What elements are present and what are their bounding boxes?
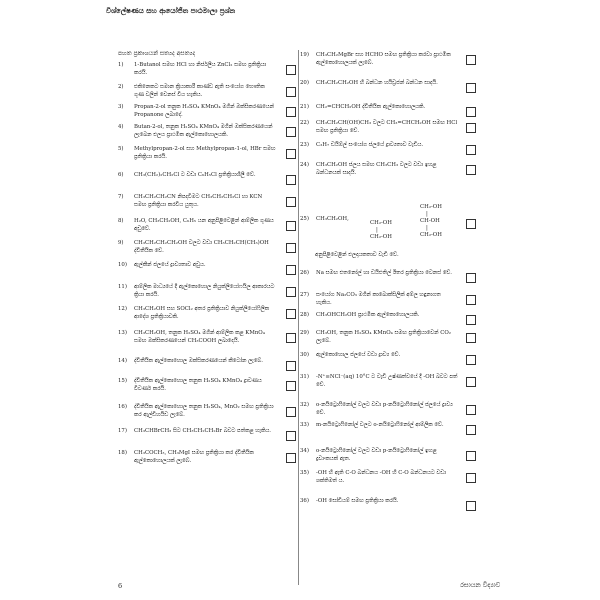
question-text: o-නයිට්‍රොෆීනෝල් වලට වඩා p-නයිට්‍රොෆීනෝල් ජලයේ ද්‍රාව්‍ය වේ. bbox=[316, 402, 453, 416]
q25-line4: CH-OH bbox=[420, 218, 440, 224]
answer-checkbox[interactable] bbox=[286, 87, 296, 97]
question-text: Propan-2-ol තනුක H₂SO₄ KMnO₄ මගින් ඔක්සිකරණයෙන් Propanone ලබාදේ. bbox=[134, 104, 275, 118]
question-number: 3) bbox=[118, 104, 124, 110]
q25-line1: CH₂-OH bbox=[370, 220, 392, 226]
question-number: 24) bbox=[300, 162, 309, 168]
question-text: o-නයිට්‍රොෆීනෝල් වලට වඩා p-නයිට්‍රොෆීනෝල් ඉහළ ද්‍රවාංකයක් ඇත. bbox=[316, 448, 437, 462]
question-number: 11) bbox=[118, 284, 127, 290]
question-number: 6) bbox=[118, 172, 124, 178]
question-number: 1) bbox=[118, 62, 124, 68]
answer-checkbox[interactable] bbox=[286, 149, 296, 159]
answer-checkbox[interactable] bbox=[466, 55, 476, 65]
question-text: m-නයිට්‍රොෆීනෝල් වලට o-නයිට්‍රොෆීනෝල් ආම්ලික වේ. bbox=[316, 422, 444, 428]
intro-text: පහත ප්‍රකාශයන් සත්‍යද අසත්‍යද bbox=[118, 50, 196, 57]
answer-checkbox[interactable] bbox=[286, 453, 296, 463]
answer-checkbox[interactable] bbox=[286, 287, 296, 297]
answer-checkbox[interactable] bbox=[466, 165, 476, 175]
answer-checkbox[interactable] bbox=[286, 265, 296, 275]
question-number: 15) bbox=[118, 378, 127, 384]
question-number: 19) bbox=[300, 52, 309, 58]
answer-checkbox[interactable] bbox=[466, 355, 476, 365]
answer-checkbox[interactable] bbox=[286, 431, 296, 441]
answer-checkbox[interactable] bbox=[466, 473, 476, 483]
q25-formula-ethanediol: CH₂-OH | CH₂-OH bbox=[370, 220, 392, 240]
answer-checkbox[interactable] bbox=[466, 377, 476, 387]
question-number: 30) bbox=[300, 352, 309, 358]
question-text: ද්විතීයික ඇල්කොහොල තනුක H₂SO₄, MnO₂ සමඟ ප්‍රතික්‍රියා කර ඇල්ඩිහයිඩ ලැබේ. bbox=[134, 404, 274, 418]
question-text: CH₃OHCH₂OH ප්‍රාථමික ඇල්කොහොලයකි. bbox=[316, 312, 420, 318]
question-number: 13) bbox=[118, 330, 127, 336]
answer-checkbox[interactable] bbox=[286, 65, 296, 75]
question-number: 29) bbox=[300, 330, 309, 336]
question-number: 4) bbox=[118, 124, 124, 130]
answer-checkbox[interactable] bbox=[466, 83, 476, 93]
question-number: 20) bbox=[300, 80, 309, 86]
question-text: CH₃CH₂CH₂CN නිපදවීමට CH₃CH₂CH₂Cl හා KCN සමඟ ප්‍රතික්‍රියා කරවිය යුතුය. bbox=[134, 194, 263, 208]
question-text: Methylpropan-2-ol සහ Methylpropan-1-ol, HBr සමඟ ප්‍රතික්‍රියා කරයි. bbox=[134, 146, 276, 160]
answer-checkbox[interactable] bbox=[286, 107, 296, 117]
answer-checkbox[interactable] bbox=[286, 333, 296, 343]
question-number: 18) bbox=[118, 450, 127, 456]
question-text: ආම්ලික මාධ්‍යයේ දී ඇල්කොහොල නියුක්ලියෝෆයිල ආකාරයට ක්‍රියා කරයි. bbox=[134, 284, 275, 298]
question-number: 22) bbox=[300, 120, 309, 126]
question-text: ඇල්කීන් ජලයේ ද්‍රාව්‍යතාව අඩුය. bbox=[134, 262, 206, 268]
question-text: H₂O, CH₃CH₂OH, C₆H₅ යන අනුපිළිවෙළින් ආම්ලික ගුණය අඩුවේ. bbox=[134, 218, 274, 232]
question-number: 8) bbox=[118, 218, 124, 224]
question-number: 26) bbox=[300, 270, 309, 276]
answer-checkbox[interactable] bbox=[466, 107, 476, 117]
q25-tail-text: අනුපිළිවෙළින් එලදායකතාව වැඩි වේ. bbox=[315, 252, 399, 258]
question-text: -OH හි ඇති C-O බන්ධනය -OH හි C-O බන්ධනයට වඩා ශක්තිමත් ය. bbox=[316, 470, 447, 484]
question-number: 5) bbox=[118, 146, 124, 152]
answer-checkbox[interactable] bbox=[286, 243, 296, 253]
question-number: 33) bbox=[300, 422, 309, 428]
question-text: එකිනෙකට සමාන ක්‍රියාකාරී කාණ්ඩ ඇති සංයෝග භෞතික ගුණ වලින් වෙනස් විය හැකිය. bbox=[134, 84, 265, 98]
q25-formula-glycerol: CH₂-OH | CH-OH | CH₂-OH bbox=[420, 204, 442, 238]
footer-subject: රසායන විද්‍යාව bbox=[460, 581, 501, 589]
answer-checkbox[interactable] bbox=[286, 175, 296, 185]
question-text: 1-Butanol සමඟ HCl හා නිර්ජලීය ZnCl₂ සමඟ ප්‍රතික්‍රියා කරයි. bbox=[134, 62, 267, 76]
answer-checkbox[interactable] bbox=[286, 381, 296, 391]
question-number: 16) bbox=[118, 404, 127, 410]
q25-line3: CH₂-OH bbox=[420, 204, 442, 210]
question-text: -OH සෝඩියම් සමඟ ප්‍රතික්‍රියා කරයි. bbox=[316, 498, 399, 504]
question-text: CH₃(CH₂)₂CH₂Cl ට වඩා C₆H₅Cl ප්‍රතික්‍රියාශීලී වේ. bbox=[134, 172, 256, 178]
answer-checkbox[interactable] bbox=[286, 361, 296, 371]
question-text: CH₃CH₂OH සහ SOCl₂ අතර ප්‍රතික්‍රියාව නියුක්ලියෝෆිලික ආදේශ ප්‍රතික්‍රියාවකි. bbox=[134, 306, 269, 320]
question-text: ද්විතීයික ඇල්කොහොල ඔක්සිකරණයෙන් කීටෝන ලැබේ. bbox=[134, 358, 263, 364]
answer-checkbox[interactable] bbox=[466, 315, 476, 325]
question-number: 28) bbox=[300, 312, 309, 318]
answer-checkbox[interactable] bbox=[466, 405, 476, 415]
answer-checkbox[interactable] bbox=[466, 295, 476, 305]
answer-checkbox[interactable] bbox=[466, 145, 476, 155]
question-number: 27) bbox=[300, 292, 309, 298]
question-text: -N⁺≡NCl⁻(aq) 10°C ට වැඩි උෂ්ණත්වයේ දී -OH බවට පත් වේ. bbox=[316, 374, 458, 388]
question-number: 23) bbox=[300, 142, 309, 148]
answer-checkbox[interactable] bbox=[286, 407, 296, 417]
question-number: 36) bbox=[300, 498, 309, 504]
question-text: CH₃CH₂CH₂OH හි බන්ධන හයිඩ්‍රජන් බන්ධන සාදයි. bbox=[316, 80, 438, 86]
answer-checkbox[interactable] bbox=[286, 221, 296, 231]
question-text: CH₃OH, තනුක H₂SO₄ KMnO₄ සමඟ ප්‍රතික්‍රියාවෙන් CO₂ ලැබේ. bbox=[316, 330, 451, 344]
page-number: 6 bbox=[118, 582, 123, 590]
question-text: CH₃CH₂OH ජලය සමඟ CH₃CH₃ වලට වඩා ඉහළ බන්ධනයක් සාදයි. bbox=[316, 162, 437, 176]
question-number: 25) bbox=[300, 216, 309, 222]
question-number: 17) bbox=[118, 428, 127, 434]
question-text: CH₃CH₂OH, bbox=[316, 216, 349, 222]
answer-checkbox[interactable] bbox=[466, 501, 476, 511]
answer-checkbox[interactable] bbox=[286, 197, 296, 207]
question-text: Butan-2-ol, තනුක H₂SO₄ KMnO₄ මගින් ඔක්සිකරණයෙන් ලැබෙන එලය ප්‍රාථමික ඇල්කොහොලයකි. bbox=[134, 124, 273, 138]
question-number: 34) bbox=[300, 448, 309, 454]
question-number: 14) bbox=[118, 358, 127, 364]
question-number: 32) bbox=[300, 402, 309, 408]
q25-line5: CH₂-OH bbox=[420, 232, 442, 238]
question-number: 2) bbox=[118, 84, 124, 90]
question-text: ද්විතීයික ඇල්කොහොල තනුක H₂SO₄ KMnO₄ ද්‍රාවණය විවර්ණ කරයි. bbox=[134, 378, 262, 392]
question-text: සංයෝග Na₂CO₃ මගින් කාබොක්සිලික් අම්ල හඳුනාගත හැකිය. bbox=[316, 292, 441, 306]
page-header: විශ්ලේෂණය සහ ආයෝජිත පාඨමාලා ප්‍රශ්න bbox=[106, 6, 236, 15]
question-text: CH₃CH₂MgBr සහ HCHO සමඟ ප්‍රතික්‍රියා කරවා ප්‍රාථමික ඇල්කොහොලයක් ලැබේ. bbox=[316, 52, 451, 66]
answer-checkbox[interactable] bbox=[466, 425, 476, 435]
answer-checkbox[interactable] bbox=[466, 273, 476, 283]
question-text: CH₃CH₂CH₂CH₂OH වලට වඩා CH₃CH₂CH(CH₃)OH ද්විතීයික වේ. bbox=[134, 240, 269, 254]
question-text: CH₃COCH₃, CH₃MgI සමඟ ප්‍රතික්‍රියා කර ද්විතීයික ඇල්කොහොලයක් ලැබේ. bbox=[134, 450, 254, 464]
question-text: C₃H₇ ඩයිඕල් සංයෝග ජලයේ ද්‍රාව්‍යතාව වැඩිය. bbox=[316, 142, 424, 148]
question-text: CH₂=CHCH₂OH ද්විතීයික ඇල්කොහොලයකි. bbox=[316, 104, 426, 110]
answer-checkbox[interactable] bbox=[466, 333, 476, 343]
answer-checkbox[interactable] bbox=[286, 127, 296, 137]
answer-checkbox[interactable] bbox=[286, 309, 296, 319]
q25-line2: CH₂-OH bbox=[370, 234, 392, 240]
question-number: 10) bbox=[118, 262, 127, 268]
question-text: CH₃CH₂CH(OH)CH₃ වලට CH₃=CHCH₂OH සමඟ HCl සමඟ ප්‍රතික්‍රියා වේ. bbox=[316, 120, 458, 134]
question-text: Na සමඟ එතනෝල් හා ඩයිඑතිල් ඊතර ප්‍රතික්‍රියා වෙනස් වේ. bbox=[316, 270, 452, 276]
answer-checkbox[interactable] bbox=[466, 451, 476, 461]
question-text: CH₃CH₂OH, තනුක H₂SO₄ මගින් ආම්ලික කළ KMnO₄ සමඟ ඔක්සිකරණයෙන් CH₃COOH ලබාදෙයි. bbox=[134, 330, 265, 344]
question-number: 21) bbox=[300, 104, 309, 110]
column-divider bbox=[298, 50, 299, 585]
answer-checkbox[interactable] bbox=[466, 219, 476, 229]
question-number: 35) bbox=[300, 470, 309, 476]
question-number: 9) bbox=[118, 240, 124, 246]
question-number: 12) bbox=[118, 306, 127, 312]
question-text: ඇල්කොහොල ජලයේ වඩා ද්‍රාව්‍ය වේ. bbox=[316, 352, 401, 358]
question-number: 7) bbox=[118, 194, 124, 200]
answer-checkbox[interactable] bbox=[466, 123, 476, 133]
question-text: CH₃CHBrCH₃ සිට CH₃CH₂CH₂Br බවට පත්කළ හැකිය. bbox=[134, 428, 271, 434]
question-number: 31) bbox=[300, 374, 309, 380]
